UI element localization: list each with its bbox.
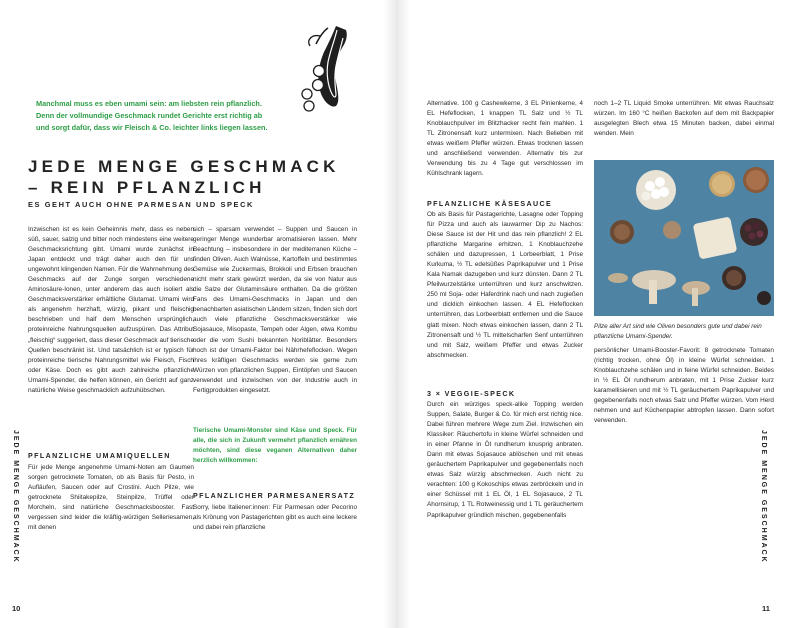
col4-body-2: persönlicher Umami-Booster-Favorit: 8 getrocknete Tomaten (richtig trocken, ohne Öl) in kleine Würfel schneiden. 1 Knoblauchzehe schälen und in feine Würfel schneiden. Beides in ½ EL Öl rundherum anbraten, mit 1 Prise Zucker kurz karamellisieren und mit ½ TL geräuchertem Paprikapulver und gegebenenfalls noch etwas Salz und Pfeffer würzen. Vom Herd nehmen und auf Küchenpapier abtropfen lassen. Dann sofort verwenden. bbox=[594, 347, 774, 425]
mushrooms-photo bbox=[594, 160, 774, 316]
heading-parmesan: PFLANZLICHER PARMESANERSATZ bbox=[193, 492, 356, 500]
side-label-left: JEDE MENGE GESCHMACK bbox=[12, 430, 19, 564]
col1-body: Inzwischen ist es kein Geheimnis mehr, dass es neben süß, sauer, salzig und bitter noch mindestens eine weitere Geschmacksrichtung gibt. Umami wurde zunächst in Japan entdeckt und trägt daher auch den für uns ungewohnt klingenden Namen. Für die Wahrnehmung des Geschmacks auf der Zunge sorgen verschiedene Aminosäure-Ionen, unter anderem das auch isoliert als Geschmacksverstärker erhältliche Glutamat. Umami wird als angenehm herzhaft, würzig, pikant und fleischig beschrieben und half dem Menschen ursprünglich, proteinreiche Nahrungsquellen aufzuspüren. Das Attribut „fleischig“ suggeriert, dass dieser Geschmack auf tierische Quellen beschränkt ist. Und tatsächlich ist er typisch für proteinreiche tierische Nahrungsmittel wie Fleisch, Fisch oder Käse. Doch es gibt auch zahlreiche pflanzliche Umami-Spender, die helfen können, ein Gericht auf ganz natürliche Weise geschmacklich aufzuhübschen. bbox=[28, 226, 194, 394]
page-subtitle: ES GEHT AUCH OHNE PARMESAN UND SPECK bbox=[28, 200, 254, 209]
col4-body: noch 1–2 TL Liquid Smoke unterrühren. Mit etwas Rauchsalz würzen. Im 160 °C heißen Backofen auf dem mit Backpapier ausgelegten Blech etwa 15 Minuten backen, dabei einmal wenden. Mein bbox=[594, 100, 774, 138]
page-number-right: 11 bbox=[762, 604, 770, 613]
page-number-left: 10 bbox=[12, 604, 21, 613]
heading-veggie-speck: 3 × VEGGIE-SPECK bbox=[427, 390, 516, 398]
page-title: JEDE MENGE GESCHMACK – REIN PFLANZLICH bbox=[28, 157, 340, 197]
col2-highlight: Tierische Umami-Monster sind Käse und Speck. Für alle, die sich in Zukunft vermehrt pflanzlich ernähren möchten, sind diese veganen Alternativen daher herzlich willkommen: bbox=[193, 427, 357, 465]
col2-body-2: Sorry, liebe Italiener:innen: Für Parmesan oder Pecorino als Krönung von Pastagerichten gibt es auch eine leckere und dabei rein pflanzliche bbox=[193, 504, 357, 532]
pea-pod-illustration bbox=[296, 22, 366, 117]
col3-body: Alternative. 100 g Cashewkerne, 3 EL Pinienkerne, 4 EL Hefeflocken, 1 knappen TL Salz und ½ TL Knoblauchpulver im Blitzhacker recht fein mahlen. 1 TL Zitronensaft kurz untermixen. Nach Belieben mit etwas weißem Pfeffer würzen. Etwas trocknen lassen und anschließend verwenden. Alternativ bis zur Verwendung bis zu 4 Tage gut verschlossen im Kühlschrank lagern. bbox=[427, 100, 583, 178]
col3-body-2: Ob als Basis für Pastagerichte, Lasagne oder Topping für Pizza und auch als lauwarmer Dip zu Nachos: Diese Sauce ist der Hit und das rein pflanzlich! 2 EL pflanzliche Margarine erhitzen, 1 Knoblauchzehe schälen und dazupressen, 1 Lorbeerblatt, 1 Prise Kurkuma, ½ TL edelsüßes Paprikapulver und 1 Prise Kala Namak dazugeben und kurz dünsten. Dann 2 TL Pfeilwurzelstärke unterrühren und kurz anschwitzen. 250 ml Soja- oder Haferdrink nach und nach zugießen und dicklich einkochen lassen. 4 EL Hefeflocken unterrühren, das Lorbeerblatt entfernen und die Sauce glatt mixen. Noch etwas einkochen lassen, dann 2 TL Zitronensaft und ½ TL mittelscharfen Senf unterrühren und mit Salz, weißem Pfeffer und etwas Zucker abschmecken. bbox=[427, 211, 583, 359]
heading-umamiquellen: PFLANZLICHE UMAMIQUELLEN bbox=[28, 452, 171, 460]
side-label-right: JEDE MENGE GESCHMACK bbox=[760, 430, 767, 564]
col3-body-3: Durch ein würziges speck-alike Topping werden Suppen, Salate, Burger & Co. für mich erst richtig nice. Dabei führen mehrere Wege zum Ziel. Inzwischen ein Klassiker: Räuchertofu in kleine Würfel schneiden und in einer Pfanne in Öl rundherum knusprig anbraten. Dann mit etwas Sojasauce ablöschen und mit etwas geräuchertem Paprikapulver und gegebenenfalls noch etwas Salz würzig abschmecken. Auch nicht zu verachten: 100 g Kokoschips etwas zerbröckeln und in einer Schüssel mit 1 EL Öl, 1 EL Sojasauce, 2 TL Ahornsirup, 1 TL Rotweinessig und 1 TL geräuchertem Paprikapulver gründlich mischen, gegebenenfalls bbox=[427, 401, 583, 519]
heading-kaesesauce: PFLANZLICHE KÄSESAUCE bbox=[427, 200, 553, 208]
intro-text: Manchmal muss es eben umami sein: am liebsten rein pflanzlich. Denn der vollmundige Geschmack rundet Gerichte erst richtig ab und sorgt dafür, dass wir Fleisch & Co. leichter links liegen lassen. bbox=[36, 99, 268, 132]
col2-body: sich – sparsam verwendet – Suppen und Saucen in geringer Menge wunderbar aromatisieren lassen. Mehr Beachtung – insbesondere in der mediterranen Küche – finden Oliven. Auch Walnüsse, Kartoffeln und bestimmtes Gemüse wie Zuckermais, Brokkoli und Erbsen brauchen nicht mehr stark gewürzt werden, da sie von Natur aus die Salze der Glutaminsäure enthalten. Da die größten Fans des Umami-Geschmacks in Japan und den benachbarten asiatischen Ländern sitzen, finden sich dort auch viele pflanzliche Geschmacksverstärker wie Sojasauce, Misopaste, Tempeh oder Algen, etwa Kombu oder die vom Sushi bekannten Noriblätter. Besonders hoch ist der Umami-Faktor bei Nährhefeflocken. Wegen ihres kräftigen Geschmacks werden sie gerne zum Würzen von pflanzlichen Suppen, Eintöpfen und Saucen verwendet und inzwischen von der Industrie auch in Fertigprodukten eingesetzt. bbox=[193, 226, 357, 394]
photo-caption: Pilze aller Art sind wie Oliven besonders gute und dabei rein pflanzliche Umami-Spender. bbox=[594, 323, 762, 340]
page-gutter bbox=[384, 0, 410, 628]
col1-body-2: Für jede Menge angenehme Umami-Noten am Gaumen sorgen getrocknete Tomaten, ob als Basis für Pesto, in Aufläufen, Saucen oder auf Crostini. Auch Pilze, wie getrocknete Shiitakepilze, Steinpilze, Trüffel oder Morcheln, sind natürliche Geschmacksbooster. Fast vergessen sind leider die kräftig-würzigen Selleriesamen, mit denen bbox=[28, 464, 194, 532]
